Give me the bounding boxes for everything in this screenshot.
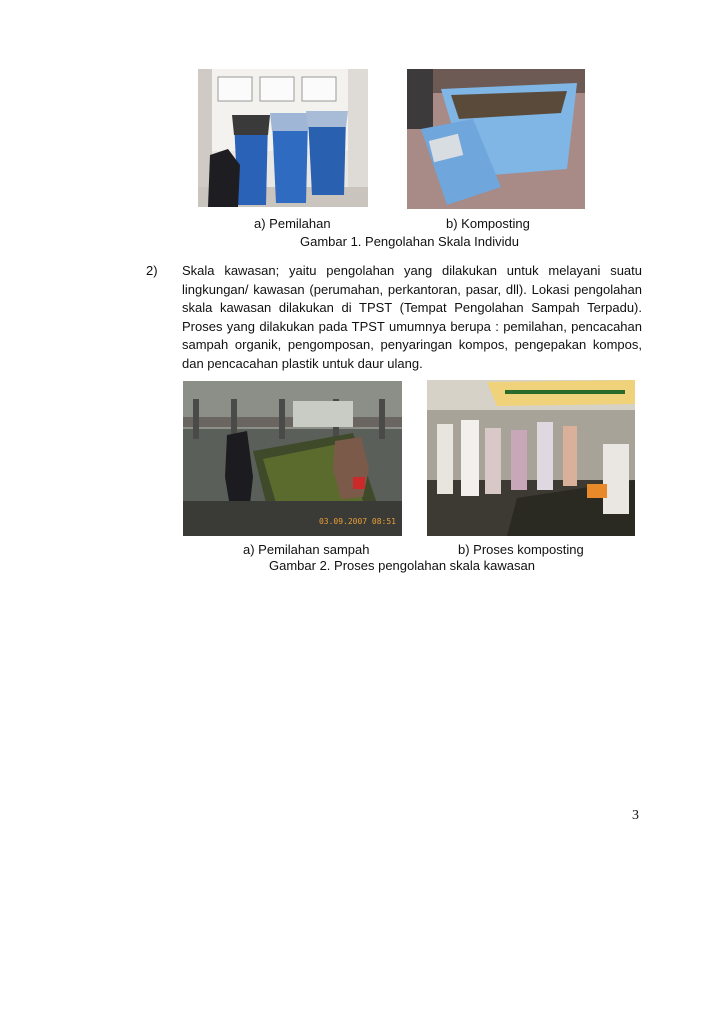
photo-timestamp: 03.09.2007 08:51 (318, 517, 396, 526)
figure2-photo-composting-process (427, 380, 635, 536)
list-item-paragraph: Skala kawasan; yaitu pengolahan yang dilakukan untuk melayani suatu lingkungan/ kawasan (perumahan, perkantoran, pasar, dll). Lokasi pengolahan skala kawasan dilakukan di TPST (Tempat Pengolahan Sampah Terpadu). Proses yang dilakukan pada TPST umumnya berupa : pemilahan, pencacahan sampah organik, pengomposan, penyaringan kompos, pengepakan kompos, dan pencacahan plastik untuk daur ulang. (182, 263, 642, 371)
figure2-caption-b: b) Proses komposting (458, 542, 584, 557)
figure2-title: Gambar 2. Proses pengolahan skala kawasan (269, 558, 535, 573)
figure1-caption-a: a) Pemilahan (254, 216, 331, 231)
list-item-number: 2) (146, 263, 158, 278)
figure1-photo-sorting-bins (198, 69, 368, 207)
figure1-title: Gambar 1. Pengolahan Skala Individu (300, 234, 519, 249)
figure2-photo-waste-sorting (183, 381, 402, 536)
page-number: 3 (632, 808, 639, 823)
figure1-photo-composting-basket (407, 69, 585, 209)
figure2-caption-a: a) Pemilahan sampah (243, 542, 370, 557)
figure1-caption-b: b) Komposting (446, 216, 530, 231)
